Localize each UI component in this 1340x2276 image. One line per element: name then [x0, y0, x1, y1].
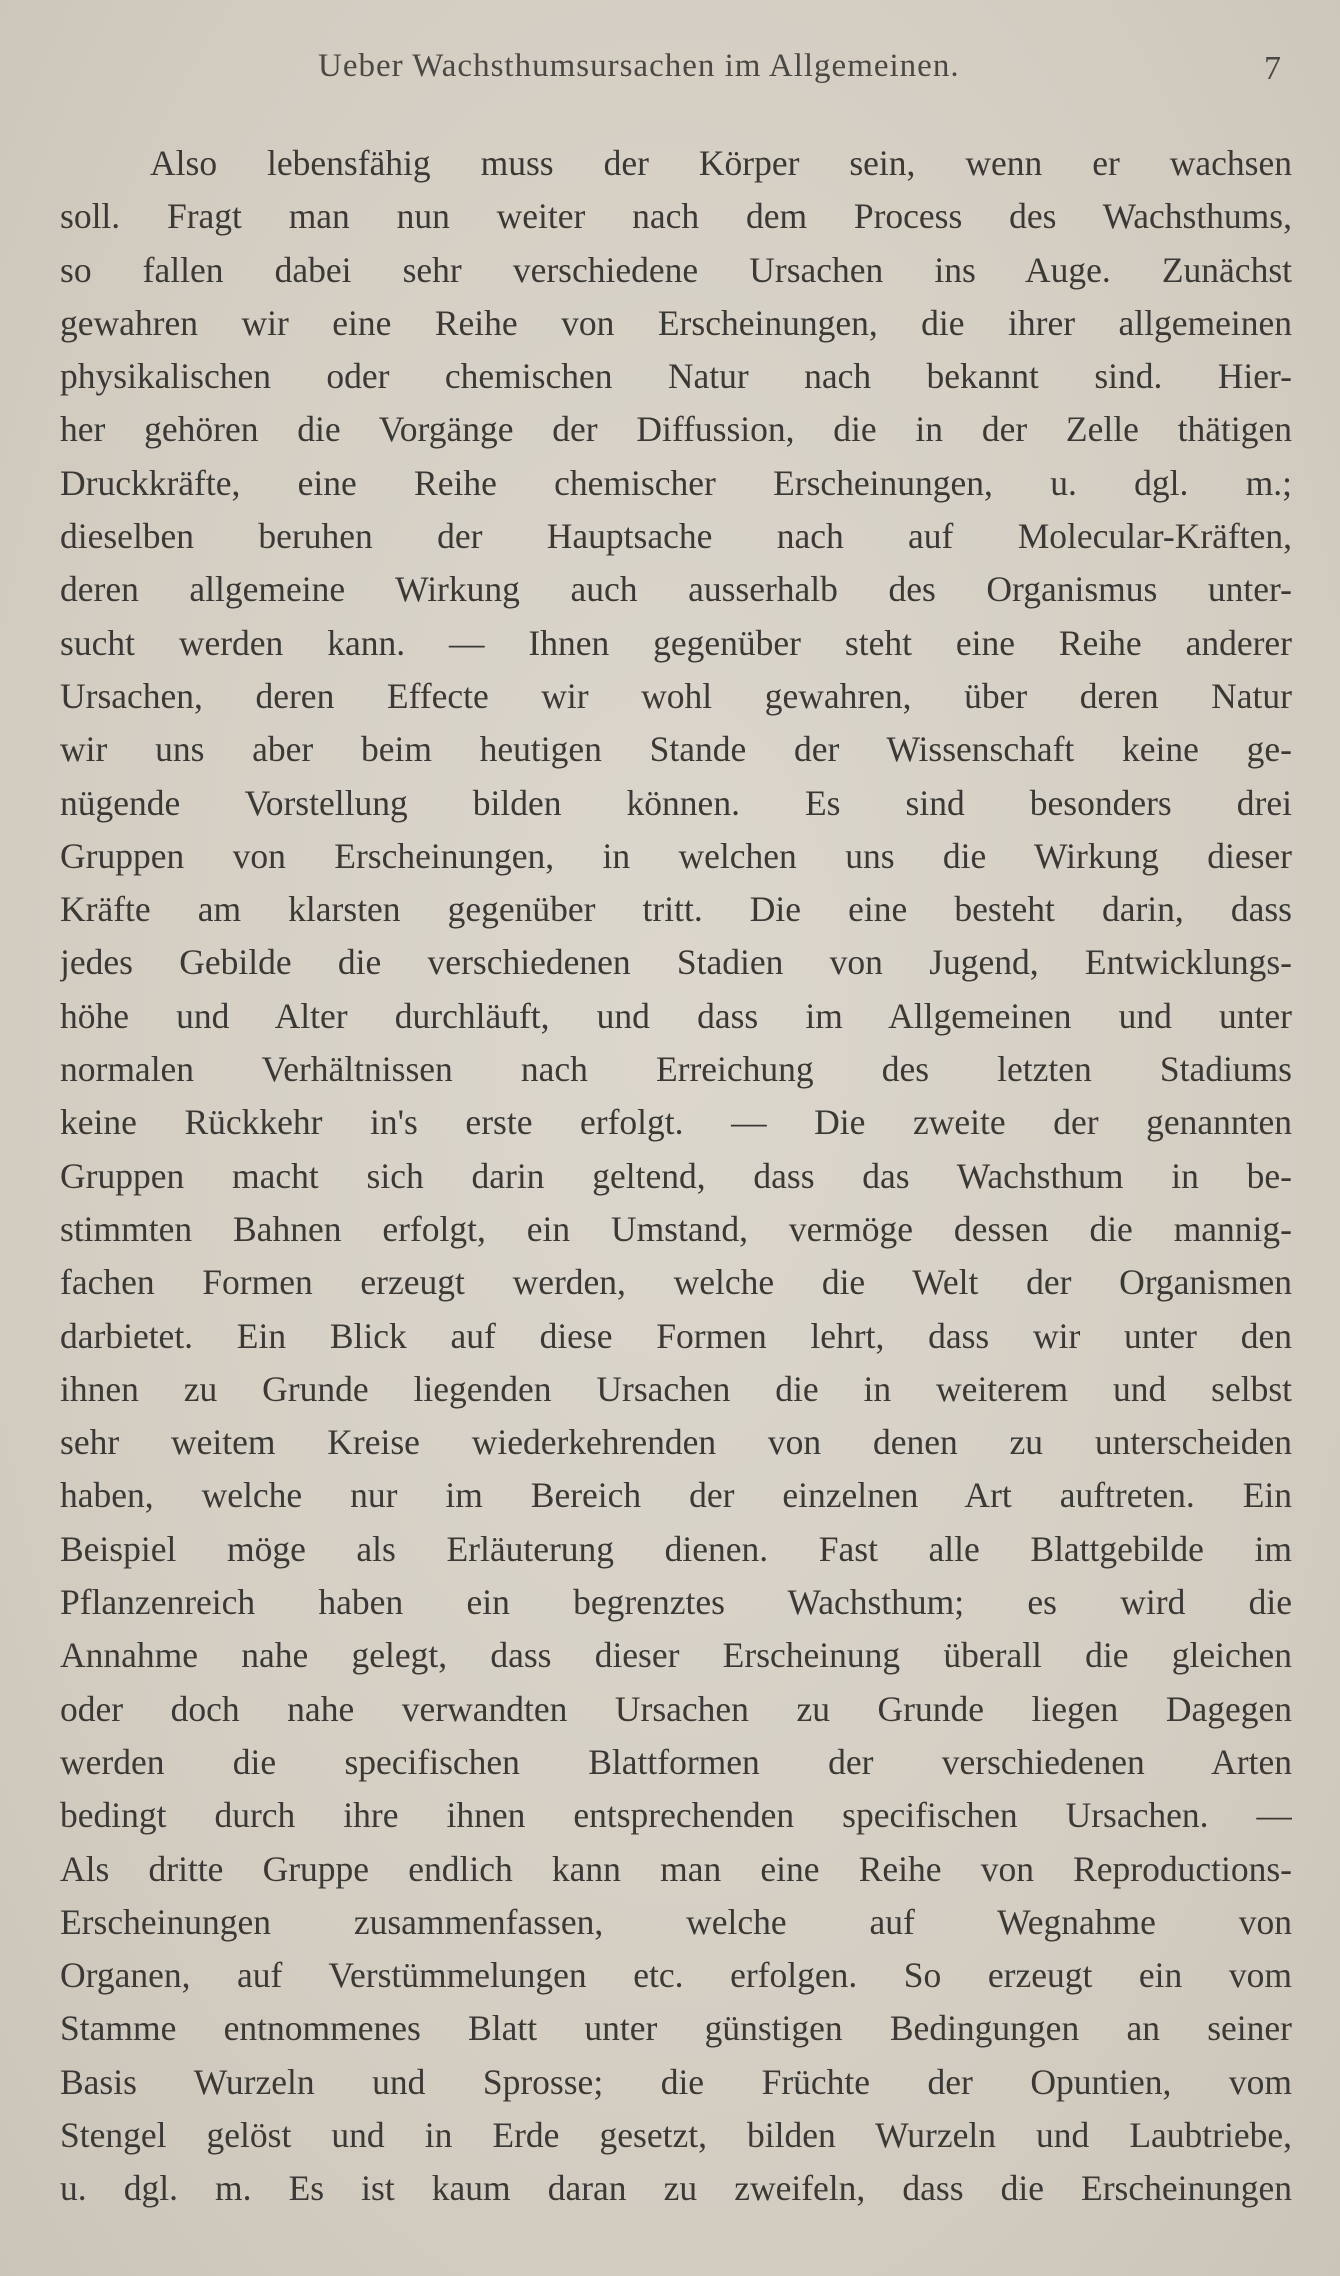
text-line: dieselben beruhen der Hauptsache nach auf Molecular-Kräften,: [60, 516, 1292, 557]
text-line: Basis Wurzeln und Sprosse; die Früchte der Opuntien, vom: [60, 2061, 1292, 2102]
page-number: 7: [1264, 50, 1281, 87]
text-line: u. dgl. m. Es ist kaum daran zu zweifeln, dass die Erscheinungen: [60, 2168, 1292, 2209]
running-title: Ueber Wachsthumsursachen im Allgemeinen.: [318, 48, 960, 84]
text-line: Beispiel möge als Erläuterung dienen. Fast alle Blattgebilde im: [60, 1528, 1292, 1569]
text-line: Kräfte am klarsten gegenüber tritt. Die eine besteht darin, dass: [60, 889, 1292, 930]
text-line: haben, welche nur im Bereich der einzelnen Art auftreten. Ein: [60, 1475, 1292, 1516]
text-line: sehr weitem Kreise wiederkehrenden von denen zu unterscheiden: [60, 1422, 1292, 1463]
text-line: Ursachen, deren Effecte wir wohl gewahren, über deren Natur: [60, 675, 1292, 716]
text-line: Also lebensfähig muss der Körper sein, wenn er wachsen: [150, 143, 1292, 183]
text-line: her gehören die Vorgänge der Diffussion, die in der Zelle thätigen: [60, 409, 1292, 450]
running-head: [0, 48, 1340, 92]
text-line: keine Rückkehr in's erste erfolgt. — Die zweite der genannten: [60, 1102, 1292, 1143]
text-line: gewahren wir eine Reihe von Erscheinungen, die ihrer allgemeinen: [60, 302, 1292, 343]
text-line: bedingt durch ihre ihnen entsprechenden specifischen Ursachen. —: [60, 1795, 1292, 1836]
text-line: oder doch nahe verwandten Ursachen zu Grunde liegen Dagegen: [60, 1688, 1292, 1729]
text-line: nügende Vorstellung bilden können. Es sind besonders drei: [60, 782, 1292, 823]
text-line: werden die specifischen Blattformen der verschiedenen Arten: [60, 1741, 1292, 1782]
text-line: Organen, auf Verstümmelungen etc. erfolgen. So erzeugt ein vom: [60, 1955, 1292, 1996]
text-line: ihnen zu Grunde liegenden Ursachen die in weiterem und selbst: [60, 1368, 1292, 1409]
text-line: so fallen dabei sehr verschiedene Ursachen ins Auge. Zunächst: [60, 249, 1292, 290]
text-line: Gruppen macht sich darin geltend, dass das Wachsthum in be-: [60, 1155, 1292, 1196]
text-line: Annahme nahe gelegt, dass dieser Erscheinung überall die gleichen: [60, 1635, 1292, 1676]
text-line: Pflanzenreich haben ein begrenztes Wachsthum; es wird die: [60, 1582, 1292, 1623]
text-line: darbietet. Ein Blick auf diese Formen lehrt, dass wir unter den: [60, 1315, 1292, 1356]
text-line: fachen Formen erzeugt werden, welche die Welt der Organismen: [60, 1262, 1292, 1303]
text-line: normalen Verhältnissen nach Erreichung des letzten Stadiums: [60, 1049, 1292, 1090]
text-line: höhe und Alter durchläuft, und dass im Allgemeinen und unter: [60, 995, 1292, 1036]
text-line: Stamme entnommenes Blatt unter günstigen Bedingungen an seiner: [60, 2008, 1292, 2049]
text-line: Stengel gelöst und in Erde gesetzt, bilden Wurzeln und Laubtriebe,: [60, 2114, 1292, 2155]
text-line: deren allgemeine Wirkung auch ausserhalb des Organismus unter-: [60, 569, 1292, 610]
text-line: soll. Fragt man nun weiter nach dem Process des Wachsthums,: [60, 196, 1292, 237]
text-line: Druckkräfte, eine Reihe chemischer Erscheinungen, u. dgl. m.;: [60, 462, 1292, 503]
text-line: Als dritte Gruppe endlich kann man eine Reihe von Reproductions-: [60, 1848, 1292, 1889]
text-line: sucht werden kann. — Ihnen gegenüber steht eine Reihe anderer: [60, 622, 1292, 663]
body-text: [60, 137, 1292, 2216]
text-line: stimmten Bahnen erfolgt, ein Umstand, vermöge dessen die mannig-: [60, 1208, 1292, 1249]
text-line: Gruppen von Erscheinungen, in welchen uns die Wirkung dieser: [60, 835, 1292, 876]
text-line: physikalischen oder chemischen Natur nach bekannt sind. Hier-: [60, 356, 1292, 397]
text-line: wir uns aber beim heutigen Stande der Wissenschaft keine ge-: [60, 729, 1292, 770]
text-line: Erscheinungen zusammenfassen, welche auf Wegnahme von: [60, 1901, 1292, 1942]
text-line: jedes Gebilde die verschiedenen Stadien von Jugend, Entwicklungs-: [60, 942, 1292, 983]
